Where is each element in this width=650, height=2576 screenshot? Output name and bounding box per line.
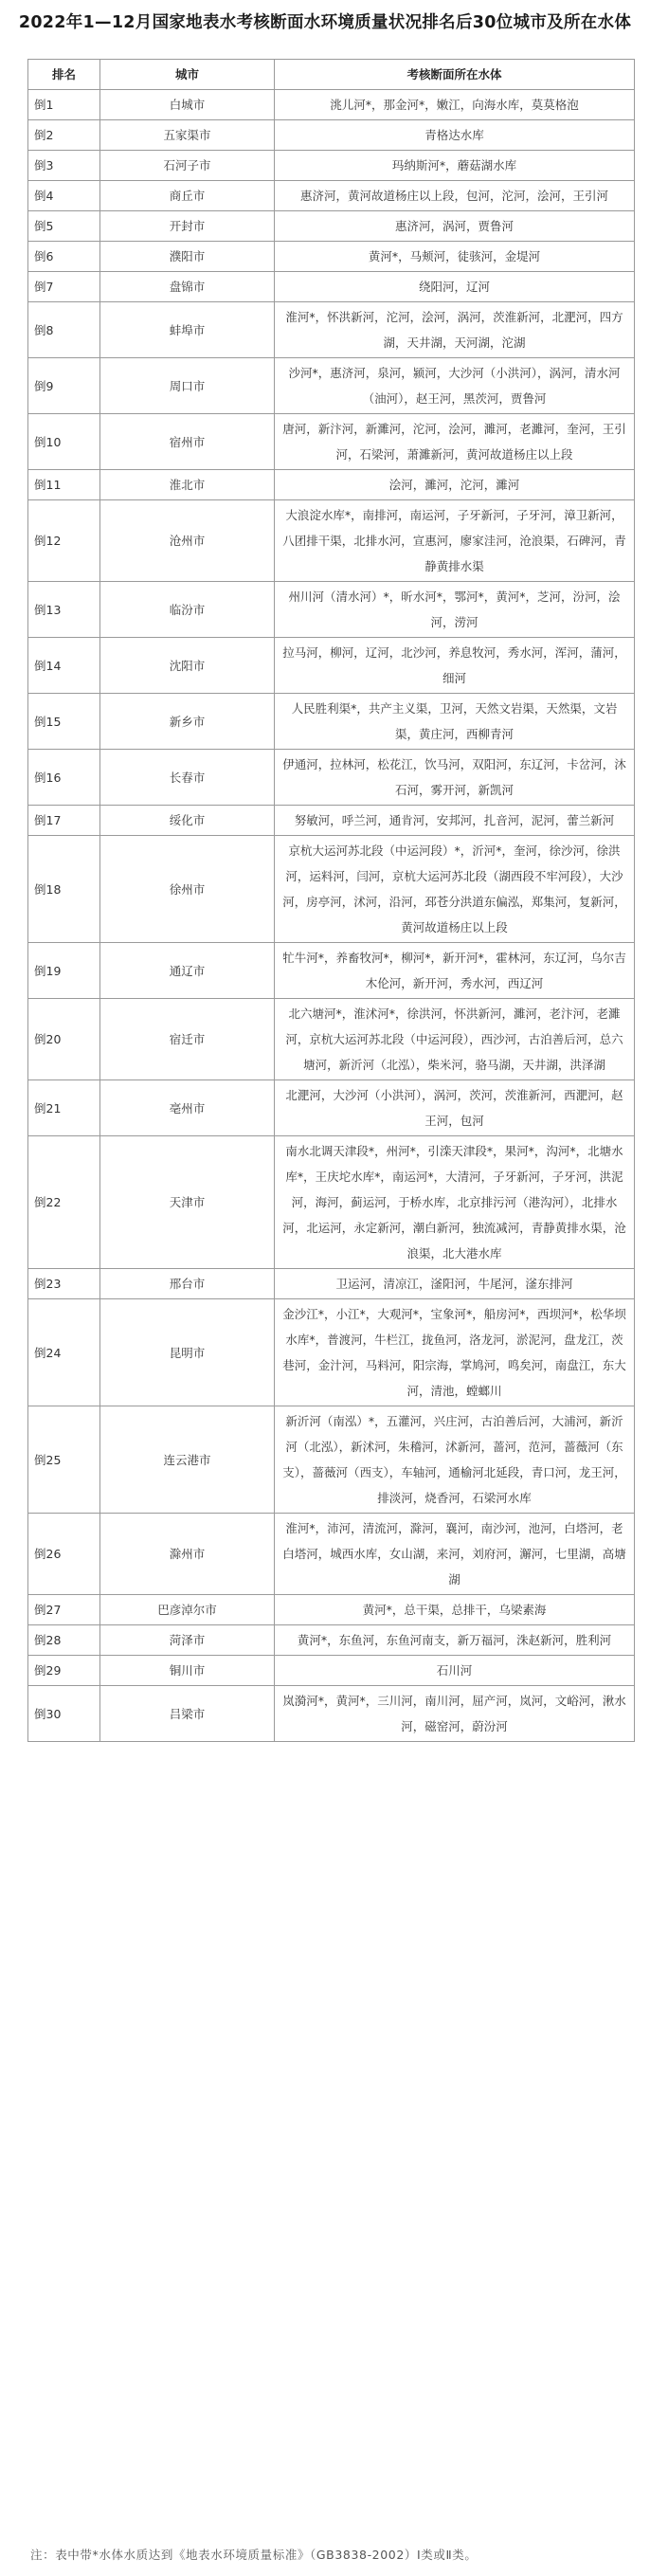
header-water: 考核断面所在水体 [275, 60, 635, 90]
rank-cell: 倒5 [28, 211, 100, 242]
water-cell: 大浪淀水库*，南排河，南运河，子牙新河，子牙河，漳卫新河，八团排干渠，北排水河，宣惠河，廖家洼河，沧浪渠，石碑河，青静黄排水渠 [275, 500, 635, 582]
table-row [28, 1656, 635, 1686]
rank-cell: 倒30 [28, 1686, 100, 1742]
table-row [28, 943, 635, 999]
city-cell: 沈阳市 [100, 638, 275, 694]
table-row [28, 90, 635, 120]
table-body [28, 90, 635, 1742]
city-cell: 淮北市 [100, 470, 275, 500]
rank-cell: 倒12 [28, 500, 100, 582]
rank-cell: 倒7 [28, 272, 100, 302]
water-cell: 玛纳斯河*，蘑菇湖水库 [275, 151, 635, 181]
rank-cell: 倒1 [28, 90, 100, 120]
city-cell: 徐州市 [100, 836, 275, 943]
rank-cell: 倒3 [28, 151, 100, 181]
rank-cell: 倒22 [28, 1136, 100, 1269]
water-cell: 惠济河，黄河故道杨庄以上段，包河，沱河，浍河，王引河 [275, 181, 635, 211]
table-row [28, 272, 635, 302]
water-cell: 惠济河，涡河，贾鲁河 [275, 211, 635, 242]
city-cell: 宿迁市 [100, 999, 275, 1080]
water-cell: 努敏河，呼兰河，通肯河，安邦河，扎音河，泥河，蕾兰新河 [275, 806, 635, 836]
water-cell: 人民胜利渠*，共产主义渠，卫河，天然文岩渠，天然渠，文岩渠，黄庄河，西柳青河 [275, 694, 635, 750]
water-cell: 京杭大运河苏北段（中运河段）*，沂河*，奎河，徐沙河，徐洪河，运料河，闫河，京杭大运河苏北段（湖西段不牢河段），大沙河，房亭河，沭河，沿河，邳苍分洪道东偏泓，郑集河，复新河，黄河故道杨庄以上段 [275, 836, 635, 943]
rank-cell: 倒6 [28, 242, 100, 272]
city-cell: 铜川市 [100, 1656, 275, 1686]
table-row [28, 1686, 635, 1742]
table-row [28, 470, 635, 500]
table-row [28, 151, 635, 181]
table-row [28, 1595, 635, 1625]
water-cell: 北六塘河*，淮沭河*，徐洪河，怀洪新河，濉河，老汴河，老濉河，京杭大运河苏北段（中运河段），西沙河，古泊善后河，总六塘河，新沂河（北泓），柴米河，骆马湖，天井湖，洪泽湖 [275, 999, 635, 1080]
water-cell: 黄河*，马颊河，徒骇河，金堤河 [275, 242, 635, 272]
city-cell: 蚌埠市 [100, 302, 275, 358]
water-cell: 岚漪河*，黄河*，三川河，南川河，屈产河，岚河，文峪河，湫水河，磁窑河，蔚汾河 [275, 1686, 635, 1742]
water-cell: 黄河*，东鱼河，东鱼河南支，新万福河，洙赵新河，胜利河 [275, 1625, 635, 1656]
rank-cell: 倒28 [28, 1625, 100, 1656]
water-cell: 淮河*，怀洪新河，沱河，浍河，涡河，茨淮新河，北淝河，四方湖，天井湖，天河湖，沱湖 [275, 302, 635, 358]
table-row [28, 750, 635, 806]
table-row [28, 242, 635, 272]
rank-cell: 倒10 [28, 414, 100, 470]
page-title: 2022年1—12月国家地表水考核断面水环境质量状况排名后30位城市及所在水体 [18, 13, 632, 32]
rank-cell: 倒25 [28, 1406, 100, 1514]
water-cell: 唐河，新汴河，新濉河，沱河，浍河，濉河，老濉河，奎河，王引河，石梁河，萧濉新河，黄河故道杨庄以上段 [275, 414, 635, 470]
rank-cell: 倒21 [28, 1080, 100, 1136]
water-cell: 绕阳河，辽河 [275, 272, 635, 302]
city-cell: 菏泽市 [100, 1625, 275, 1656]
city-cell: 周口市 [100, 358, 275, 414]
city-cell: 绥化市 [100, 806, 275, 836]
city-cell: 濮阳市 [100, 242, 275, 272]
city-cell: 昆明市 [100, 1299, 275, 1406]
rank-cell: 倒19 [28, 943, 100, 999]
rank-cell: 倒20 [28, 999, 100, 1080]
city-cell: 吕梁市 [100, 1686, 275, 1742]
city-cell: 五家渠市 [100, 120, 275, 151]
rank-cell: 倒16 [28, 750, 100, 806]
table-row [28, 211, 635, 242]
header-city: 城市 [100, 60, 275, 90]
city-cell: 新乡市 [100, 694, 275, 750]
water-cell: 南水北调天津段*，州河*，引滦天津段*，果河*，沟河*，北塘水库*，王庆坨水库*，南运河*，大清河，子牙新河，子牙河，洪泥河，海河，蓟运河，于桥水库，北京排污河（港沟河），北排水河，北运河，永定新河，潮白新河，独流减河，青静黄排水渠，沧浪渠，北大港水库 [275, 1136, 635, 1269]
water-cell: 伊通河，拉林河，松花江，饮马河，双阳河，东辽河，卡岔河，沐石河，雾开河，新凯河 [275, 750, 635, 806]
water-cell: 淮河*，沛河，清流河，滁河，襄河，南沙河，池河，白塔河，老白塔河，城西水库，女山湖，来河，刘府河，澥河，七里湖，高塘湖 [275, 1514, 635, 1595]
city-cell: 临汾市 [100, 582, 275, 638]
city-cell: 沧州市 [100, 500, 275, 582]
rank-cell: 倒29 [28, 1656, 100, 1686]
water-cell: 拉马河，柳河，辽河，北沙河，养息牧河，秀水河，浑河，蒲河，细河 [275, 638, 635, 694]
rank-cell: 倒14 [28, 638, 100, 694]
table-row [28, 1514, 635, 1595]
rank-cell: 倒18 [28, 836, 100, 943]
table-row [28, 1136, 635, 1269]
city-cell: 开封市 [100, 211, 275, 242]
rank-cell: 倒11 [28, 470, 100, 500]
table-row [28, 582, 635, 638]
table-header-row [28, 60, 635, 90]
rank-cell: 倒26 [28, 1514, 100, 1595]
water-cell: 牤牛河*，养畜牧河*，柳河*，新开河*，霍林河，东辽河，乌尔吉木伦河，新开河，秀水河，西辽河 [275, 943, 635, 999]
rank-cell: 倒4 [28, 181, 100, 211]
water-cell: 洮儿河*，那金河*，嫩江，向海水库，莫莫格泡 [275, 90, 635, 120]
rank-cell: 倒15 [28, 694, 100, 750]
water-cell: 浍河，濉河，沱河，濉河 [275, 470, 635, 500]
table-row [28, 1080, 635, 1136]
table-row [28, 1299, 635, 1406]
footnote: 注：表中带*水体水质达到《地表水环境质量标准》（GB3838-2002）Ⅰ类或Ⅱ类。 [30, 2548, 478, 2562]
city-cell: 连云港市 [100, 1406, 275, 1514]
table-row [28, 836, 635, 943]
rank-cell: 倒9 [28, 358, 100, 414]
water-cell: 北淝河，大沙河（小洪河），涡河，茨河，茨淮新河，西淝河，赵王河，包河 [275, 1080, 635, 1136]
table-row [28, 638, 635, 694]
rank-cell: 倒13 [28, 582, 100, 638]
city-cell: 亳州市 [100, 1080, 275, 1136]
table-row [28, 302, 635, 358]
rank-cell: 倒27 [28, 1595, 100, 1625]
city-cell: 天津市 [100, 1136, 275, 1269]
city-cell: 通辽市 [100, 943, 275, 999]
table-row [28, 694, 635, 750]
water-cell: 黄河*，总干渠，总排干，乌梁素海 [275, 1595, 635, 1625]
city-cell: 宿州市 [100, 414, 275, 470]
city-cell: 滁州市 [100, 1514, 275, 1595]
table-row [28, 358, 635, 414]
table-row [28, 1269, 635, 1299]
table-row [28, 999, 635, 1080]
water-cell: 卫运河，清凉江，滏阳河，牛尾河，滏东排河 [275, 1269, 635, 1299]
water-cell: 沙河*，惠济河，泉河，颍河，大沙河（小洪河），涡河，清水河（油河），赵王河，黑茨河，贾鲁河 [275, 358, 635, 414]
water-cell: 新沂河（南泓）*，五灌河，兴庄河，古泊善后河，大浦河，新沂河（北泓），新沭河，朱稽河，沭新河，蔷河，范河，蔷薇河（东支），蔷薇河（西支），车轴河，通榆河北延段，青口河，龙王河，排淡河，烧香河，石梁河水库 [275, 1406, 635, 1514]
water-cell: 州川河（清水河）*，昕水河*，鄂河*，黄河*，芝河，汾河，浍河，涝河 [275, 582, 635, 638]
table-row [28, 181, 635, 211]
city-cell: 长春市 [100, 750, 275, 806]
water-cell: 青格达水库 [275, 120, 635, 151]
city-cell: 商丘市 [100, 181, 275, 211]
rank-cell: 倒2 [28, 120, 100, 151]
table-row [28, 414, 635, 470]
table-row [28, 500, 635, 582]
water-cell: 石川河 [275, 1656, 635, 1686]
table-row [28, 1406, 635, 1514]
city-cell: 巴彦淖尔市 [100, 1595, 275, 1625]
water-cell: 金沙江*，小江*，大观河*，宝象河*，船房河*，西坝河*，松华坝水库*，普渡河，牛栏江，拢鱼河，洛龙河，淤泥河，盘龙江，茨巷河，金汁河，马料河，阳宗海，掌鸠河，鸣矣河，南盘江，东大河，清池，螳螂川 [275, 1299, 635, 1406]
table-row [28, 120, 635, 151]
rank-cell: 倒17 [28, 806, 100, 836]
ranking-table [27, 59, 635, 1742]
header-rank: 排名 [28, 60, 100, 90]
city-cell: 石河子市 [100, 151, 275, 181]
rank-cell: 倒24 [28, 1299, 100, 1406]
table-row [28, 1625, 635, 1656]
table-row [28, 806, 635, 836]
city-cell: 盘锦市 [100, 272, 275, 302]
rank-cell: 倒8 [28, 302, 100, 358]
city-cell: 白城市 [100, 90, 275, 120]
city-cell: 邢台市 [100, 1269, 275, 1299]
rank-cell: 倒23 [28, 1269, 100, 1299]
